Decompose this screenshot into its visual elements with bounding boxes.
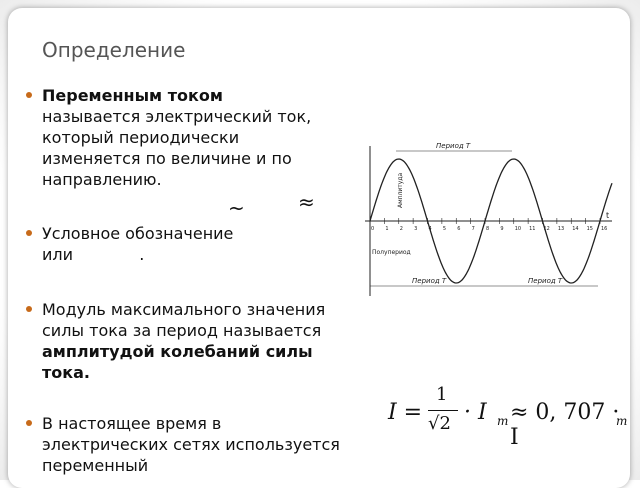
symbol-period: . bbox=[139, 245, 145, 264]
amplitude-label: Амплитуда bbox=[397, 172, 404, 208]
tick-label: 8 bbox=[486, 226, 490, 232]
amplitude-text: Модуль максимального значения силы тока за период называется bbox=[42, 300, 326, 340]
bullet-dot bbox=[26, 92, 32, 98]
slide-title: Определение bbox=[42, 38, 186, 62]
amplitude-term: амплитудой колебаний силы тока. bbox=[42, 342, 313, 382]
symbol-bullet bbox=[42, 223, 342, 265]
formula-lhs: I = bbox=[388, 400, 423, 425]
period-label-bottom-2: Период T bbox=[528, 277, 563, 285]
tick-label: 9 bbox=[500, 226, 504, 232]
symbol-label: Условное обозначение bbox=[42, 224, 234, 243]
bullet-dot bbox=[26, 230, 32, 236]
bullet-dot bbox=[26, 420, 32, 426]
bullet-dot bbox=[26, 306, 32, 312]
tick-label: 7 bbox=[471, 226, 475, 232]
tick-label: 3 bbox=[414, 226, 418, 232]
formula-middle: · I bbox=[464, 400, 487, 425]
definition-term: Переменным током bbox=[42, 86, 223, 105]
tick-label: 6 bbox=[457, 226, 461, 232]
formula-sub1: m bbox=[497, 414, 509, 428]
sinusoid-graph bbox=[350, 136, 620, 306]
amplitude-bullet bbox=[42, 299, 342, 383]
formula-sub2: m bbox=[616, 414, 628, 428]
fraction-bar bbox=[428, 410, 458, 411]
formula-approx: ≈ 0, 707 · I bbox=[510, 400, 620, 450]
tick-label: 16 bbox=[601, 226, 608, 232]
tick-label: 13 bbox=[557, 226, 565, 232]
period-label-top: Период T bbox=[436, 142, 471, 150]
symbol-or: или bbox=[42, 245, 74, 264]
tick-label: 14 bbox=[572, 226, 579, 232]
tick-label: 4 bbox=[428, 226, 432, 232]
definition-text: называется электрический ток, который периодически изменяется по величине и по направлению. bbox=[42, 107, 312, 189]
axis-ticks bbox=[370, 218, 607, 232]
tick-label: 10 bbox=[514, 226, 522, 232]
tick-label: 1 bbox=[385, 226, 389, 232]
ac-symbol-double-tilde: ≈ bbox=[298, 190, 315, 214]
network-bullet: В настоящее время в электрических сетях используется переменный bbox=[42, 414, 340, 475]
tick-label: 5 bbox=[442, 226, 447, 232]
formula-denominator: √2 bbox=[428, 413, 451, 434]
definition-bullet bbox=[42, 85, 342, 190]
tick-label: 0 bbox=[371, 226, 375, 232]
formula-numerator: 1 bbox=[436, 384, 448, 405]
tick-label: 2 bbox=[399, 226, 403, 232]
half-period-label: Полупериод bbox=[372, 249, 411, 256]
tick-label: 15 bbox=[586, 226, 593, 232]
period-label-bottom-1: Период T bbox=[412, 277, 447, 285]
axis-t-label: t bbox=[606, 211, 610, 220]
effective-current-formula bbox=[388, 382, 628, 450]
ac-symbol-tilde: ~ bbox=[228, 196, 245, 220]
tick-label: 12 bbox=[543, 226, 550, 232]
tick-label: 11 bbox=[529, 226, 536, 232]
